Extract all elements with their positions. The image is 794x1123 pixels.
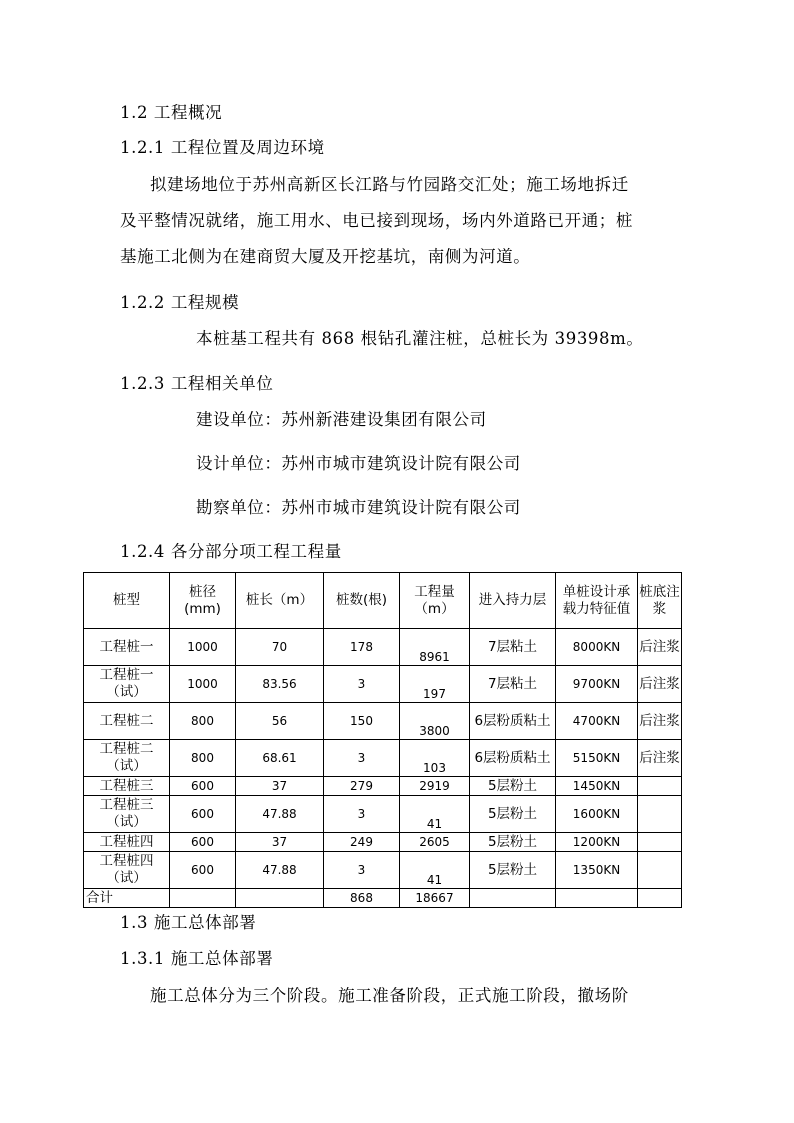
header-pile-type: 桩型 — [84, 573, 170, 629]
cell-capacity: 1450KN — [556, 777, 638, 796]
paragraph-line-2: 及平整情况就绪，施工用水、电已接到现场，场内外道路已开通；桩 — [120, 211, 633, 230]
cell-capacity: 8000KN — [556, 629, 638, 666]
cell-grouting: 后注浆 — [638, 740, 682, 777]
cell-grouting: 后注浆 — [638, 703, 682, 740]
paragraph-line-3: 基施工北侧为在建商贸大厦及开挖基坑，南侧为河道。 — [120, 247, 531, 266]
cell-length: 47.88 — [236, 796, 324, 833]
table-total-row — [84, 889, 682, 908]
cell-pile-type: 工程桩二（试） — [84, 740, 170, 777]
cell-length: 70 — [236, 629, 324, 666]
table-row — [84, 852, 682, 889]
cell-pile-type: 工程桩三 — [84, 777, 170, 796]
cell-diameter: 800 — [170, 740, 236, 777]
table-row — [84, 629, 682, 666]
cell-count: 3 — [324, 666, 400, 703]
cell-bearing-layer: 5层粉土 — [470, 796, 556, 833]
cell-bearing-layer: 5层粉土 — [470, 833, 556, 852]
cell-quantity: 41 — [400, 796, 470, 833]
cell-quantity: 3800 — [400, 703, 470, 740]
cell-diameter: 1000 — [170, 666, 236, 703]
cell-quantity: 197 — [400, 666, 470, 703]
cell-diameter: 600 — [170, 852, 236, 889]
cell-pile-type: 工程桩二 — [84, 703, 170, 740]
section-1-2-2-title: 1.2.2 工程规模 — [120, 293, 240, 312]
cell-grouting — [638, 777, 682, 796]
cell-grouting — [638, 852, 682, 889]
total-grouting — [638, 889, 682, 908]
header-bearing-layer: 进入持力层 — [470, 573, 556, 629]
cell-bearing-layer: 5层粉土 — [470, 852, 556, 889]
total-length — [236, 889, 324, 908]
cell-count: 150 — [324, 703, 400, 740]
table-header-row — [84, 573, 682, 629]
cell-length: 47.88 — [236, 852, 324, 889]
cell-capacity: 5150KN — [556, 740, 638, 777]
cell-grouting — [638, 833, 682, 852]
cell-bearing-layer: 7层粘土 — [470, 629, 556, 666]
cell-diameter: 800 — [170, 703, 236, 740]
cell-capacity: 9700KN — [556, 666, 638, 703]
cell-pile-type: 工程桩一 — [84, 629, 170, 666]
design-unit: 设计单位：苏州市城市建筑设计院有限公司 — [196, 454, 521, 473]
cell-count: 178 — [324, 629, 400, 666]
cell-quantity: 2605 — [400, 833, 470, 852]
cell-count: 3 — [324, 852, 400, 889]
section-1-2-1-title: 1.2.1 工程位置及周边环境 — [120, 138, 325, 157]
section-1-2-4-title: 1.2.4 各分部分项工程工程量 — [120, 542, 342, 561]
cell-quantity: 103 — [400, 740, 470, 777]
cell-capacity: 1600KN — [556, 796, 638, 833]
cell-quantity: 41 — [400, 852, 470, 889]
deployment-text: 施工总体分为三个阶段。施工准备阶段，正式施工阶段，撤场阶 — [150, 986, 629, 1005]
cell-capacity: 1200KN — [556, 833, 638, 852]
cell-bearing-layer: 6层粉质粘土 — [470, 703, 556, 740]
total-capacity — [556, 889, 638, 908]
table-row — [84, 740, 682, 777]
cell-grouting — [638, 796, 682, 833]
total-diameter — [170, 889, 236, 908]
total-count: 868 — [324, 889, 400, 908]
header-length: 桩长（m） — [236, 573, 324, 629]
section-1-2-title: 1.2 工程概况 — [120, 103, 223, 122]
cell-diameter: 1000 — [170, 629, 236, 666]
section-1-3-title: 1.3 施工总体部署 — [120, 913, 257, 932]
cell-length: 83.56 — [236, 666, 324, 703]
cell-pile-type: 工程桩三（试） — [84, 796, 170, 833]
total-label: 合计 — [84, 889, 170, 908]
cell-length: 68.61 — [236, 740, 324, 777]
total-bearing-layer — [470, 889, 556, 908]
cell-length: 56 — [236, 703, 324, 740]
header-capacity: 单桩设计承载力特征值 — [556, 573, 638, 629]
cell-count: 3 — [324, 796, 400, 833]
cell-count: 279 — [324, 777, 400, 796]
owner-unit: 建设单位：苏州新港建设集团有限公司 — [196, 410, 487, 429]
cell-length: 37 — [236, 833, 324, 852]
cell-grouting: 后注浆 — [638, 666, 682, 703]
header-count: 桩数(根) — [324, 573, 400, 629]
table-row — [84, 796, 682, 833]
quantity-table — [83, 572, 682, 908]
cell-count: 249 — [324, 833, 400, 852]
cell-capacity: 4700KN — [556, 703, 638, 740]
cell-quantity: 8961 — [400, 629, 470, 666]
cell-pile-type: 工程桩一（试） — [84, 666, 170, 703]
cell-quantity: 2919 — [400, 777, 470, 796]
table-row — [84, 833, 682, 852]
cell-diameter: 600 — [170, 833, 236, 852]
cell-pile-type: 工程桩四 — [84, 833, 170, 852]
survey-unit: 勘察单位：苏州市城市建筑设计院有限公司 — [196, 498, 521, 517]
cell-bearing-layer: 7层粘土 — [470, 666, 556, 703]
cell-diameter: 600 — [170, 796, 236, 833]
cell-pile-type: 工程桩四（试） — [84, 852, 170, 889]
scale-text: 本桩基工程共有 868 根钻孔灌注桩，总桩长为 39398m。 — [196, 329, 644, 348]
section-1-3-1-title: 1.3.1 施工总体部署 — [120, 949, 274, 968]
cell-capacity: 1350KN — [556, 852, 638, 889]
total-quantity: 18667 — [400, 889, 470, 908]
cell-bearing-layer: 5层粉土 — [470, 777, 556, 796]
table-row — [84, 666, 682, 703]
cell-bearing-layer: 6层粉质粘土 — [470, 740, 556, 777]
table-row — [84, 777, 682, 796]
cell-length: 37 — [236, 777, 324, 796]
header-grouting: 桩底注浆 — [638, 573, 682, 629]
paragraph-line-1: 拟建场地位于苏州高新区长江路与竹园路交汇处；施工场地拆迁 — [150, 175, 629, 194]
cell-diameter: 600 — [170, 777, 236, 796]
header-diameter: 桩径(mm) — [170, 573, 236, 629]
section-1-2-3-title: 1.2.3 工程相关单位 — [120, 374, 274, 393]
table-row — [84, 703, 682, 740]
cell-grouting: 后注浆 — [638, 629, 682, 666]
header-quantity: 工程量（m） — [400, 573, 470, 629]
cell-count: 3 — [324, 740, 400, 777]
